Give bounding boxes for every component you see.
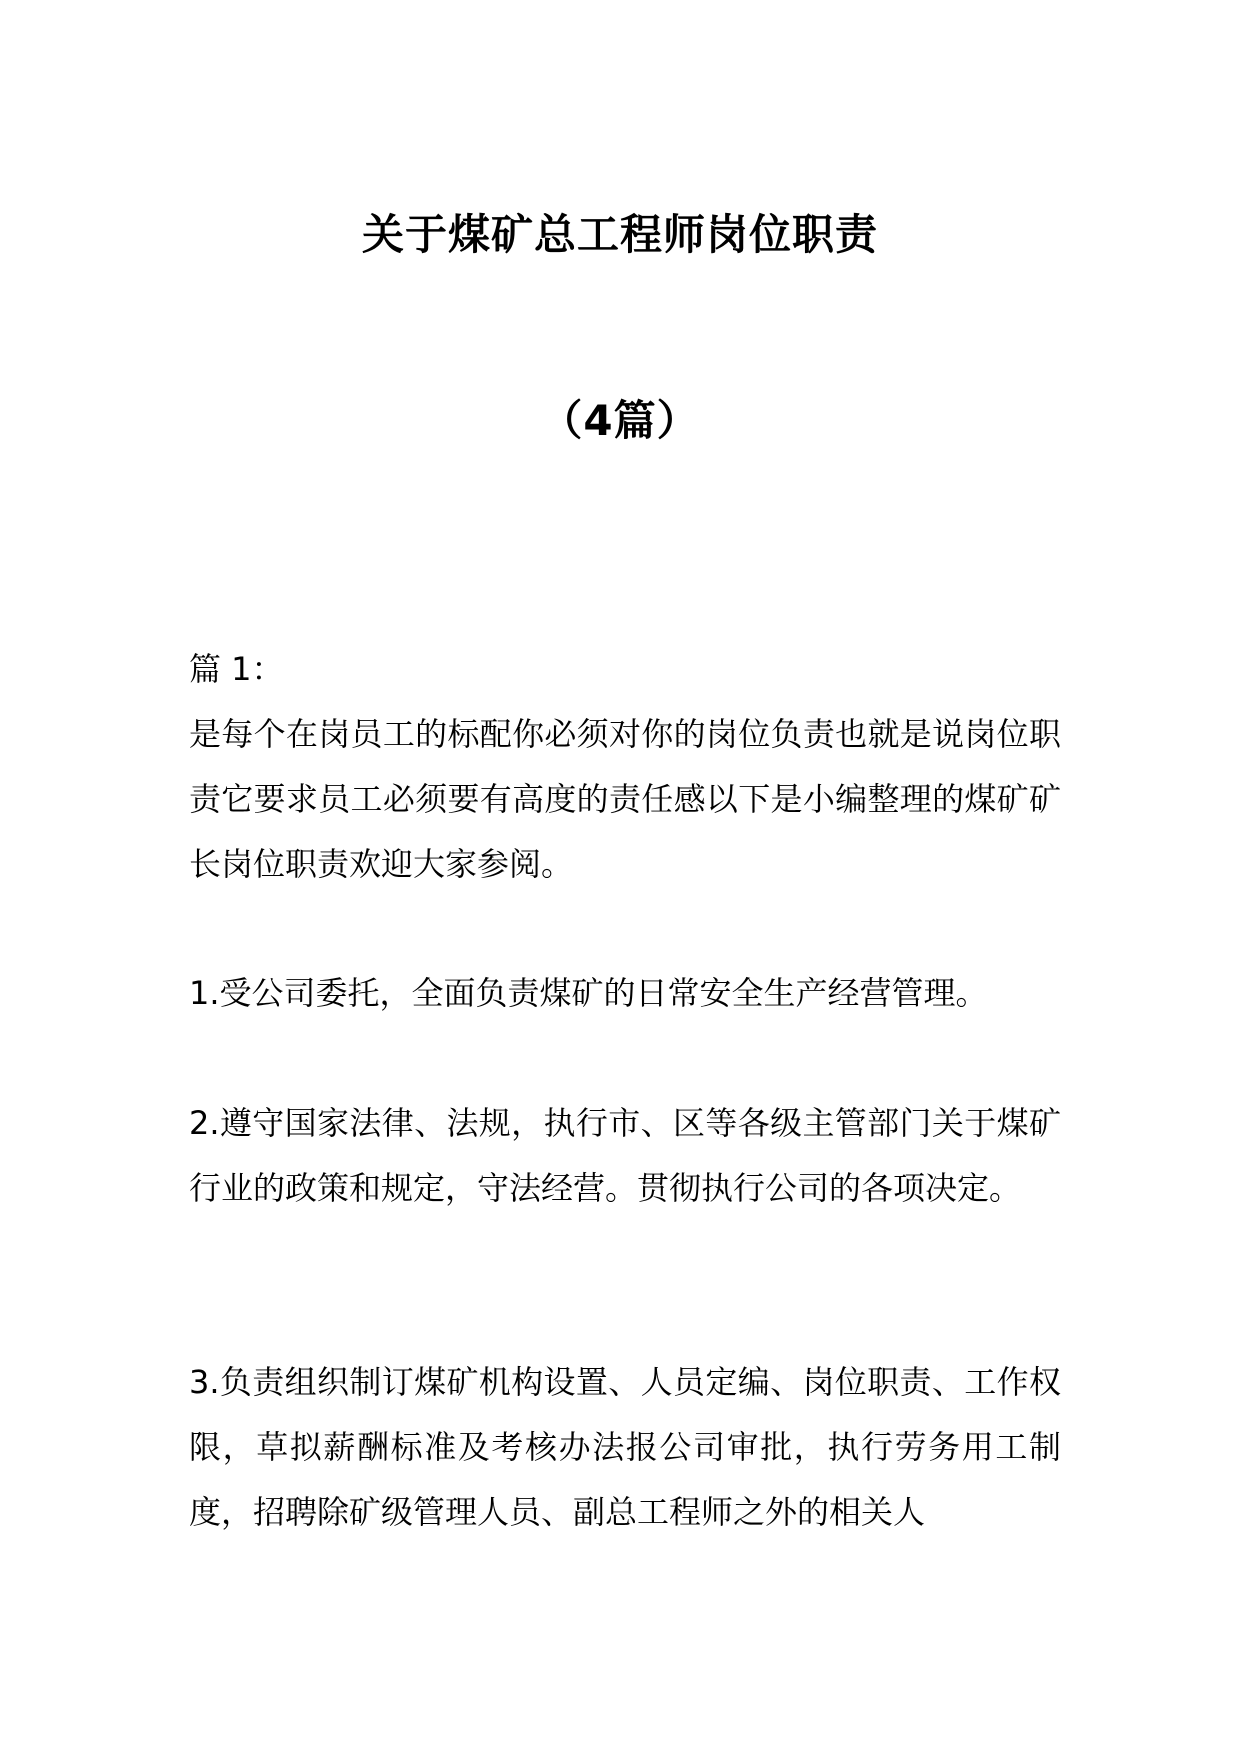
paragraph-item-3: 3.负责组织制订煤矿机构设置、人员定编、岗位职责、工作权限，草拟薪酬标准及考核办法报公司审批，执行劳务用工制度，招聘除矿级管理人员、副总工程师之外的相关人 <box>189 1363 1061 1531</box>
section-label: 篇 1： <box>189 650 284 688</box>
paragraph-item-2: 2.遵守国家法律、法规，执行市、区等各级主管部门关于煤矿行业的政策和规定，守法经营。贯彻执行公司的各项决定。 <box>189 1104 1061 1207</box>
paragraph-intro: 是每个在岗员工的标配你必须对你的岗位负责也就是说岗位职责它要求员工必须要有高度的责任感以下是小编整理的煤矿矿长岗位职责欢迎大家参阅。 <box>189 715 1061 883</box>
document-subtitle: （4篇） <box>540 396 700 445</box>
paragraph-item-1: 1.受公司委托，全面负责煤矿的日常安全生产经营管理。 <box>189 974 988 1012</box>
document-title: 关于煤矿总工程师岗位职责 <box>361 210 878 259</box>
